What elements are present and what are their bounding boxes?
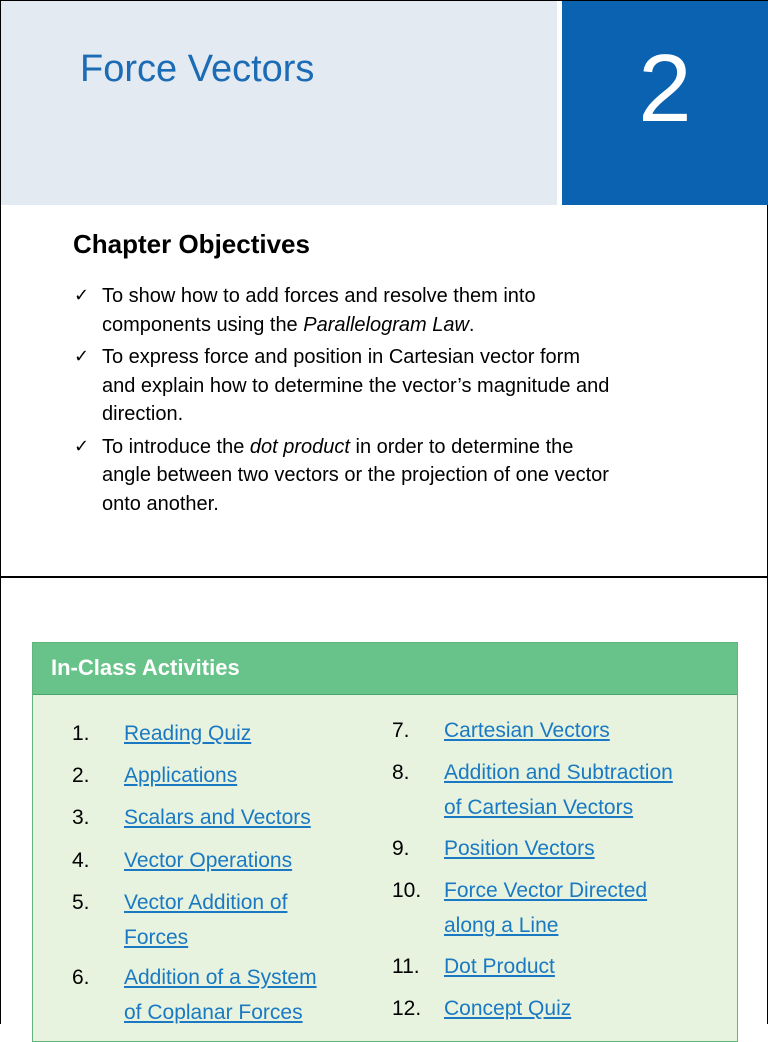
activity-link-force-vector-along-line[interactable]: Force Vector Directed along a Line bbox=[444, 879, 648, 937]
activity-number: 3. bbox=[72, 806, 90, 829]
activities-title: In-Class Activities bbox=[51, 655, 240, 680]
activity-link-concept-quiz[interactable]: Concept Quiz bbox=[444, 997, 572, 1020]
activity-number: 2. bbox=[72, 764, 90, 787]
activity-number: 4. bbox=[72, 849, 90, 872]
activity-link-scalars-and-vectors[interactable]: Scalars and Vectors bbox=[124, 806, 311, 829]
activities-header bbox=[33, 643, 737, 695]
activity-number: 10. bbox=[392, 879, 422, 902]
activity-number: 11. bbox=[392, 955, 420, 978]
activity-number: 9. bbox=[392, 837, 410, 860]
checkmark-icon: ✓ bbox=[74, 285, 90, 306]
objective-item: ✓ To show how to add forces and resolve them into components using the Parallelogram Law. bbox=[74, 282, 714, 339]
activity-link-dot-product[interactable]: Dot Product bbox=[444, 955, 555, 978]
chapter-number: 2 bbox=[638, 35, 692, 142]
activity-link-addition-subtraction-cartesian[interactable]: Addition and Subtraction of Cartesian Vectors bbox=[444, 761, 673, 819]
activity-link-cartesian-vectors[interactable]: Cartesian Vectors bbox=[444, 719, 610, 742]
activity-link-addition-of-coplanar-forces[interactable]: Addition of a System of Coplanar Forces bbox=[124, 966, 317, 1024]
chapter-title: Force Vectors bbox=[80, 48, 315, 90]
objectives-list bbox=[74, 282, 714, 522]
activity-number: 8. bbox=[392, 761, 410, 784]
activity-link-applications[interactable]: Applications bbox=[124, 764, 238, 787]
objective-item: ✓ To introduce the dot product in order to determine the angle between two vectors or the projection of one vector onto another. bbox=[74, 433, 714, 519]
objective-item: ✓ To express force and position in Cartesian vector form and explain how to determine the vector’s magnitude and direction. bbox=[74, 343, 714, 429]
checkmark-icon: ✓ bbox=[74, 346, 90, 367]
activity-link-vector-addition-of-forces[interactable]: Vector Addition of Forces bbox=[124, 891, 288, 949]
activity-number: 6. bbox=[72, 966, 90, 989]
objectives-heading: Chapter Objectives bbox=[73, 229, 310, 259]
activity-link-position-vectors[interactable]: Position Vectors bbox=[444, 837, 595, 860]
checkmark-icon: ✓ bbox=[74, 435, 90, 457]
slide-in-class-activities bbox=[0, 576, 768, 1024]
activity-number: 12. bbox=[392, 997, 422, 1020]
activity-number: 1. bbox=[72, 722, 90, 745]
chapter-number-band bbox=[562, 1, 768, 205]
activity-number: 5. bbox=[72, 891, 90, 914]
activity-link-reading-quiz[interactable]: Reading Quiz bbox=[124, 722, 252, 745]
activity-link-vector-operations[interactable]: Vector Operations bbox=[124, 849, 293, 872]
activity-number: 7. bbox=[392, 719, 410, 742]
title-band bbox=[1, 1, 557, 205]
